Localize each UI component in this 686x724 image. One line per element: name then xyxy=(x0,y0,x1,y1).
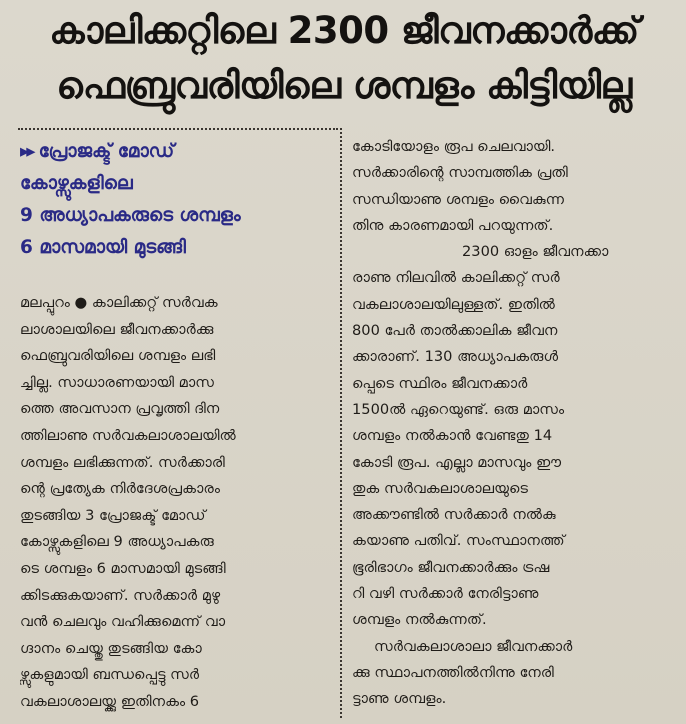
subhead-line: കോഴ്സുകളിലെ xyxy=(20,173,133,194)
article-line: സന്ധിയാണു ശമ്പളം വൈകുന്ന xyxy=(352,190,565,208)
article-line: 2300 ഓളം ജീവനക്കാ xyxy=(462,243,609,261)
article-line: വകലാശാലയിലുള്ളത്. ഇതിൽ xyxy=(352,295,555,313)
subhead-line: 6 മാസമായി മുടങ്ങി xyxy=(20,237,186,258)
article-line: തുടങ്ങിയ 3 പ്രോജക്ട് മോഡ് xyxy=(20,506,206,524)
article-line: ന്റെ പ്രത്യേക നിർദേശപ്രകാരം xyxy=(20,480,220,498)
article-line: കയാണു പതിവ്. സംസ്ഥാനത്ത് xyxy=(352,532,565,550)
article-line: 800 പേർ താൽക്കാലിക ജീവന xyxy=(352,322,558,340)
article-line: ട്ടാണു ശമ്പളം. xyxy=(352,690,447,708)
article-column-right xyxy=(352,134,672,713)
article-line: തുക സർവകലാശാലയുടെ xyxy=(352,479,529,497)
article-line: കോടിയോളം രൂപ ചെലവായി. xyxy=(352,138,556,155)
article-line: വൻ ചെലവും വഹിക്കുമെന്ന് വാ xyxy=(20,613,226,631)
article-line: ഫെബ്രുവരിയിലെ ശമ്പളം ലഭി xyxy=(20,347,216,365)
article-line: ഭൂരിഭാഗം ജീവനക്കാർക്കും ട്രഷ xyxy=(352,558,550,576)
subhead-line-text: പ്രോജക്ട് മോഡ് xyxy=(38,141,175,162)
article-line: ഴ്സുകളുമായി ബന്ധപ്പെട്ടു സർ xyxy=(20,666,200,684)
article-line: കോടി രൂപ. എല്ലാ മാസവും ഈ xyxy=(352,453,562,471)
section-rule xyxy=(18,128,338,130)
article-line: സർക്കാരിന്റെ സാമ്പത്തിക പ്രതി xyxy=(352,164,568,182)
headline xyxy=(16,4,672,114)
bullet-icon: ● xyxy=(74,294,88,311)
article-column-left xyxy=(20,290,336,716)
article-line: ശമ്പളം ലഭിക്കുന്നത്. സർക്കാരി xyxy=(20,453,225,471)
article-line: ത്തിലാണു സർവകലാശാലയിൽ xyxy=(20,426,236,444)
article-line: ശമ്പളം നൽകാൻ വേണ്ടതു 14 xyxy=(352,427,553,445)
column-divider xyxy=(340,128,342,718)
headline-line-2: ഫെബ്രുവരിയിലെ ശമ്പളം കിട്ടിയില്ല xyxy=(56,64,632,107)
article-line: രാണു നിലവിൽ കാലിക്കറ്റ് സർ xyxy=(352,269,560,287)
article-line: ഗ്ദാനം ചെയ്തു തുടങ്ങിയ കോ xyxy=(20,639,202,657)
article-line: ശമ്പളം നൽകുന്നത്. xyxy=(352,611,487,629)
article-line: ലാശാലയിലെ ജീവനക്കാർക്കു xyxy=(20,320,214,338)
headline-line-1: കാലിക്കറ്റിലെ 2300 ജീവനക്കാർക്ക് xyxy=(49,9,639,52)
article-line: റി വഴി സർക്കാർ നേരിട്ടാണു xyxy=(352,585,539,603)
article-line: കോഴ്സുകളിലെ 9 അധ്യാപകരു xyxy=(20,533,214,551)
article-line: ച്ചില്ല. സാധാരണയായി മാസ xyxy=(20,373,214,391)
article-line: തിനു കാരണമായി പറയുന്നത്. xyxy=(352,216,554,234)
subhead-line xyxy=(20,136,332,168)
article-line: ക്കിടക്കുകയാണ്. സർക്കാർ മുഴു xyxy=(20,586,221,604)
article-line: വകലാശാലയ്ക്കു ഇതിനകം 6 xyxy=(20,692,200,710)
article-line: ക്കു സ്ഥാപനത്തിൽനിന്നു നേരി xyxy=(352,663,554,681)
article-line: ക്കാരാണ്. 130 അധ്യാപകരുൾ xyxy=(352,348,559,366)
article-line: സർവകലാശാലാ ജീവനക്കാർ xyxy=(374,637,573,655)
dateline: മലപ്പുറം xyxy=(20,294,70,311)
article-line-text: കാലിക്കറ്റ് സർവക xyxy=(91,294,218,311)
subheadline xyxy=(20,136,332,264)
double-arrow-icon: ▸▸ xyxy=(20,141,33,162)
article-line xyxy=(20,290,336,317)
article-line: ടെ ശമ്പളം 6 മാസമായി മുടങ്ങി xyxy=(20,559,226,577)
article-line: 1500ൽ ഏറെയുണ്ട്. ഒരു മാസം xyxy=(352,400,565,418)
article-line: പ്പെടെ സ്ഥിരം ജീവനക്കാർ xyxy=(352,374,528,392)
article-line: ത്തെ അവസാന പ്രവൃത്തി ദിന xyxy=(20,400,220,418)
article-line: അക്കൗണ്ടിൽ സർക്കാർ നൽകു xyxy=(352,506,556,524)
subhead-line: 9 അധ്യാപകരുടെ ശമ്പളം xyxy=(20,205,241,226)
